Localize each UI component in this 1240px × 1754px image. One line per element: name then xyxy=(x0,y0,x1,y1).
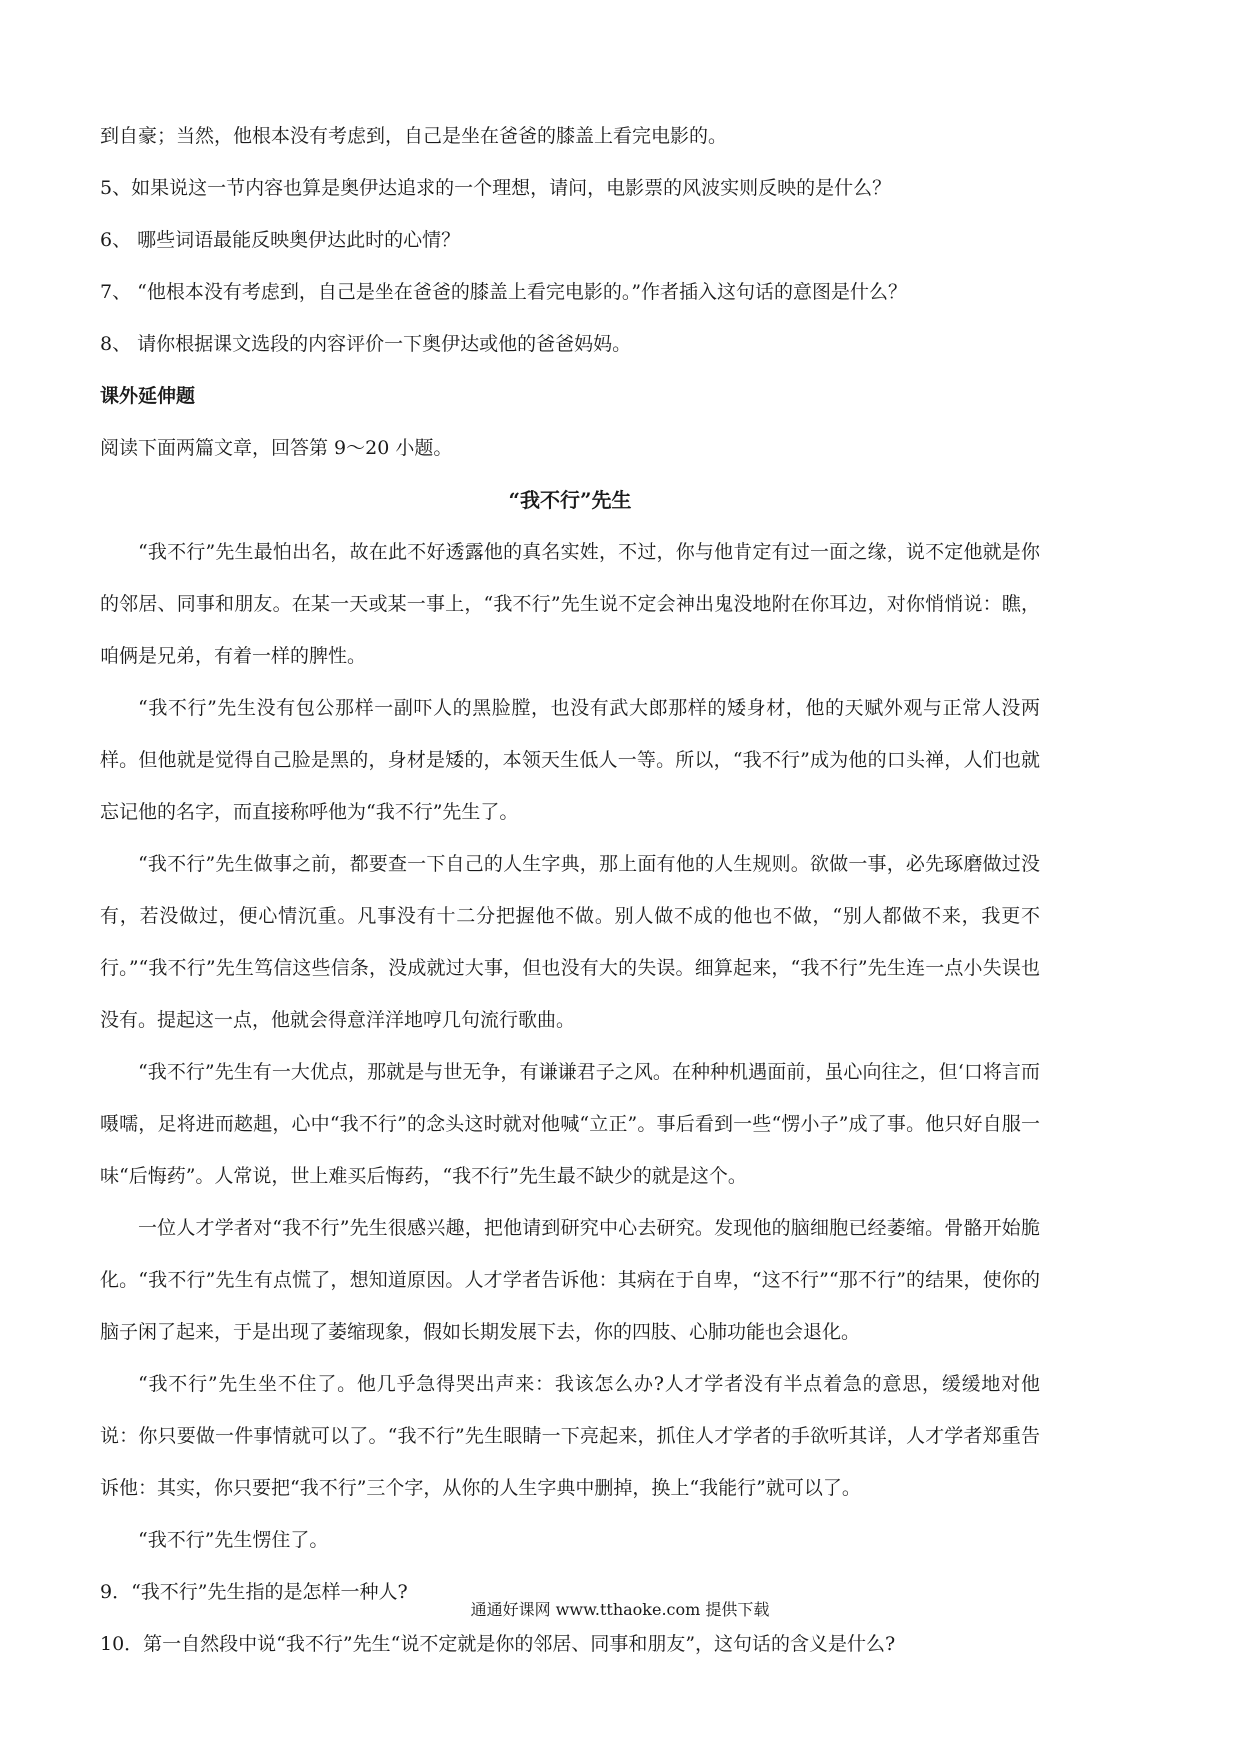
question-5: 5、如果说这一节内容也算是奥伊达追求的一个理想，请问，电影票的风波实则反映的是什么？ xyxy=(100,177,892,199)
question-10: 10．第一自然段中说“我不行”先生“说不定就是你的邻居、同事和朋友”，这句话的含义是什么? xyxy=(100,1633,896,1655)
carryover-line: 到自豪；当然，他根本没有考虑到，自己是坐在爸爸的膝盖上看完电影的。 xyxy=(100,125,728,147)
article-paragraph-6: “我不行”先生坐不住了。他几乎急得哭出声来：我该怎么办?人才学者没有半点着急的意思，缓缓地对他说：你只要做一件事情就可以了。“我不行”先生眼睛一下亮起来，抓住人才学者的手欲听其详，人才学者郑重告诉他：其实，你只要把“我不行”三个字，从你的人生字典中删掉，换上“我能行”就可以了。 xyxy=(100,1373,1040,1499)
article-title: “我不行”先生 xyxy=(508,488,632,512)
article-paragraph-1: “我不行”先生最怕出名，故在此不好透露他的真名实姓，不过，你与他肯定有过一面之缘，说不定他就是你的邻居、同事和朋友。在某一天或某一事上，“我不行”先生说不定会神出鬼没地附在你耳边，对你悄悄说：瞧，咱俩是兄弟，有着一样的脾性。 xyxy=(100,541,1040,667)
article-paragraph-7: “我不行”先生愣住了。 xyxy=(138,1529,329,1551)
question-6: 6、 哪些词语最能反映奥伊达此时的心情？ xyxy=(100,229,461,251)
section-heading: 课外延伸题 xyxy=(100,385,196,407)
article-paragraph-2: “我不行”先生没有包公那样一副吓人的黑脸膛，也没有武大郎那样的矮身材，他的天赋外观与正常人没两样。但他就是觉得自己脸是黑的，身材是矮的，本领天生低人一等。所以，“我不行”成为他的口头禅，人们也就忘记他的名字，而直接称呼他为“我不行”先生了。 xyxy=(100,697,1040,823)
article-paragraph-3: “我不行”先生做事之前，都要查一下自己的人生字典，那上面有他的人生规则。欲做一事，必先琢磨做过没有，若没做过，便心情沉重。凡事没有十二分把握他不做。别人做不成的他也不做，“别人都做不来，我更不行。”“我不行”先生笃信这些信条，没成就过大事，但也没有大的失误。细算起来，“我不行”先生连一点小失误也没有。提起这一点，他就会得意洋洋地哼几句流行歌曲。 xyxy=(100,853,1040,1031)
question-8: 8、 请你根据课文选段的内容评价一下奥伊达或他的爸爸妈妈。 xyxy=(100,333,632,355)
article-paragraph-5: 一位人才学者对“我不行”先生很感兴趣，把他请到研究中心去研究。发现他的脑细胞已经萎缩。骨骼开始脆化。“我不行”先生有点慌了，想知道原因。人才学者告诉他：其病在于自卑，“这不行”“那不行”的结果，使你的脑子闲了起来，于是出现了萎缩现象，假如长期发展下去，你的四肢、心肺功能也会退化。 xyxy=(100,1217,1040,1343)
question-7: 7、 “他根本没有考虑到，自己是坐在爸爸的膝盖上看完电影的。”作者插入这句话的意图是什么？ xyxy=(100,281,908,303)
document-page xyxy=(100,110,1040,1670)
question-9: 9．“我不行”先生指的是怎样一种人? xyxy=(100,1581,408,1603)
article-paragraph-4: “我不行”先生有一大优点，那就是与世无争，有谦谦君子之风。在种种机遇面前，虽心向往之，但‘口将言而嗫嚅，足将进而趑趄，心中“我不行”的念头这时就对他喊“立正”。事后看到一些“愣小子”成了事。他只好自服一味“后悔药”。人常说，世上难买后悔药，“我不行”先生最不缺少的就是这个。 xyxy=(100,1061,1040,1187)
reading-instruction: 阅读下面两篇文章，回答第 9～20 小题。 xyxy=(100,437,453,459)
page-footer: 通通好课网 www.tthaoke.com 提供下载 xyxy=(470,1600,770,1619)
